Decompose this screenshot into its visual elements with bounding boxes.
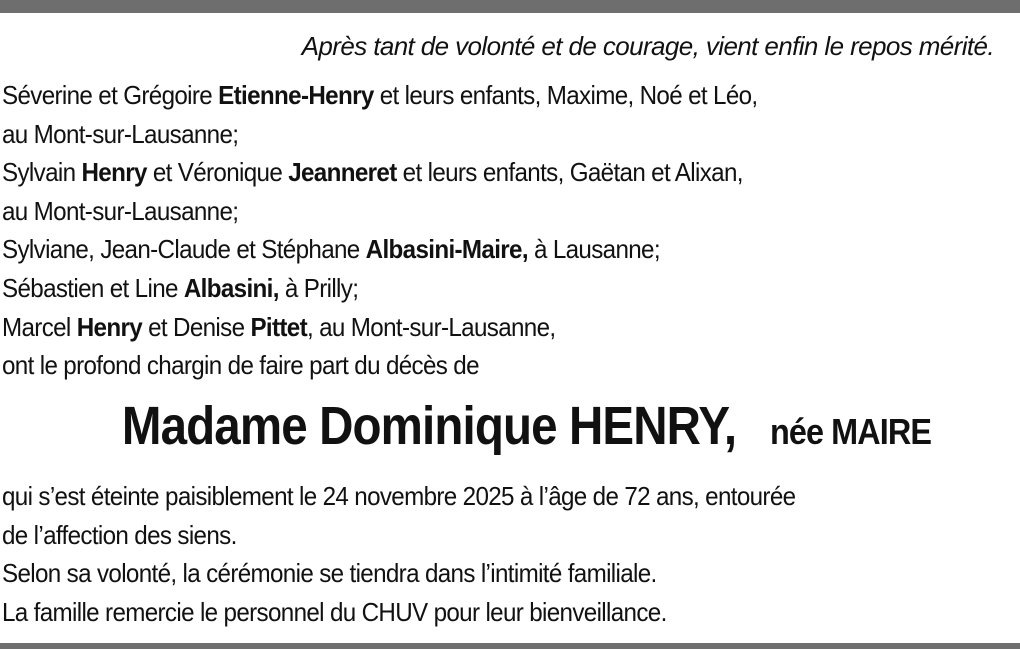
family-line (2, 76, 757, 115)
closing-line: qui s’est éteinte paisiblement le 24 novembre 2025 à l’âge de 72 ans, entourée (2, 481, 796, 511)
closing-line: La famille remercie le personnel du CHUV pour leur bienveillance. (2, 596, 667, 627)
family-surname: Etienne-Henry (218, 80, 374, 110)
deceased-maiden-name: née MAIRE (770, 411, 932, 452)
family-surname: Albasini-Maire, (365, 234, 528, 265)
family-text: Sébastien et Line (2, 272, 184, 303)
family-surname: Henry (76, 311, 143, 342)
family-surname: Albasini, (183, 272, 279, 303)
family-text: Marcel (2, 311, 77, 342)
deceased-heading (0, 395, 1020, 457)
family-text: au Mont-sur-Lausanne; (2, 195, 239, 226)
family-surname: Jeanneret (288, 157, 397, 188)
family-line (2, 346, 757, 385)
closing-text (2, 477, 855, 631)
closing-line: Selon sa volonté, la cérémonie se tiendra dans l’intimité familiale. (2, 558, 657, 589)
family-text: à Prilly; (278, 272, 359, 303)
family-text: et leurs enfants, Gaëtan et Alixan, (396, 157, 743, 188)
epigraph: Après tant de volonté et de courage, vient enfin le repos mérité. (301, 31, 994, 61)
family-text: et Véronique (146, 157, 289, 188)
family-surname: Henry (81, 157, 147, 188)
closing-line: de l’affection des siens. (2, 519, 237, 550)
family-text: , au Mont-sur-Lausanne, (306, 311, 556, 342)
family-text: Sylviane, Jean-Claude et Stéphane (2, 234, 366, 265)
family-surname: Pittet (250, 311, 307, 342)
deceased-name: Madame Dominique HENRY, (121, 396, 736, 456)
family-text: Séverine et Grégoire (2, 80, 219, 110)
family-text: et leurs enfants, Maxime, Noé et Léo, (373, 80, 758, 110)
family-line (2, 192, 757, 231)
family-line (2, 153, 757, 192)
family-line (2, 115, 757, 154)
family-line (2, 230, 757, 269)
family-text: à Lausanne; (527, 234, 660, 265)
family-line (2, 269, 757, 308)
bottom-rule (0, 643, 1020, 649)
family-text: et Denise (142, 311, 251, 342)
top-rule (0, 0, 1020, 13)
family-line (2, 308, 757, 347)
family-list (2, 76, 814, 385)
family-text: Sylvain (2, 157, 82, 188)
family-text: ont le profond chargin de faire part du décès de (2, 350, 479, 381)
family-text: au Mont-sur-Lausanne; (2, 118, 239, 149)
